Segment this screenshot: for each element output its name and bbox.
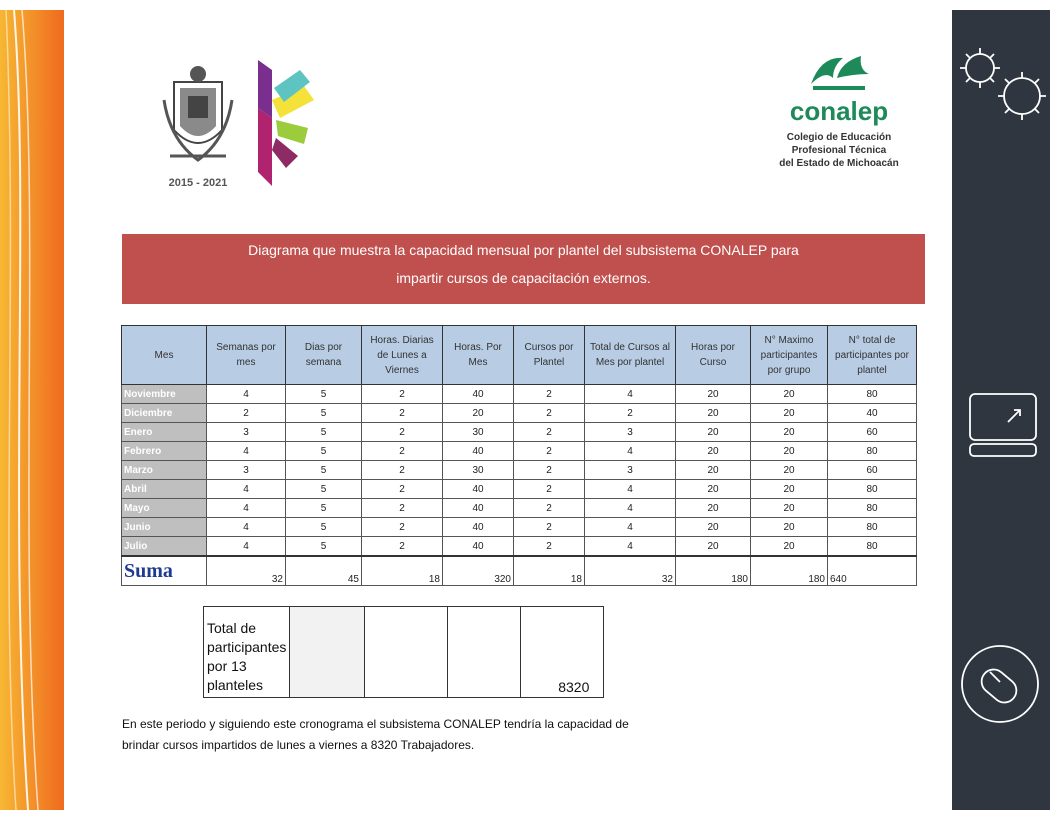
sum-cell: 320 xyxy=(443,556,514,586)
table-cell: 2 xyxy=(362,499,443,518)
col-header-max-participantes: N° Maximo participantes por grupo xyxy=(751,326,828,385)
col-header-total-participantes: N° total de participantes por plantel xyxy=(828,326,917,385)
table-cell: 5 xyxy=(286,518,362,537)
table-cell: 20 xyxy=(751,480,828,499)
capacity-table xyxy=(121,325,917,586)
sum-cell: 640 xyxy=(828,556,917,586)
table-cell: 40 xyxy=(443,480,514,499)
table-cell: 80 xyxy=(828,480,917,499)
table-cell: 20 xyxy=(751,423,828,442)
table-cell: 4 xyxy=(585,385,676,404)
table-cell: 40 xyxy=(443,385,514,404)
sum-cell: 32 xyxy=(207,556,286,586)
decorative-right-panel xyxy=(952,10,1050,810)
total-empty-cell xyxy=(448,607,521,698)
table-cell: 2 xyxy=(362,518,443,537)
table-cell: 2 xyxy=(514,385,585,404)
decorative-left-band xyxy=(0,10,64,810)
table-cell: 40 xyxy=(443,442,514,461)
table-cell: 20 xyxy=(751,442,828,461)
table-cell: 5 xyxy=(286,537,362,557)
table-row xyxy=(122,480,917,499)
table-row xyxy=(122,442,917,461)
col-header-dias: Dias por semana xyxy=(286,326,362,385)
table-cell: 3 xyxy=(207,423,286,442)
table-cell: 3 xyxy=(585,461,676,480)
table-cell: 5 xyxy=(286,385,362,404)
government-logo xyxy=(160,60,236,188)
table-cell: 4 xyxy=(585,518,676,537)
table-cell: 20 xyxy=(751,385,828,404)
note-line-1: En este periodo y siguiendo este cronograma el subsistema CONALEP tendría la capacidad de xyxy=(122,717,629,731)
table-cell: 20 xyxy=(676,537,751,557)
table-cell: 20 xyxy=(676,423,751,442)
table-row xyxy=(122,423,917,442)
conalep-line3: del Estado de Michoacán xyxy=(779,158,899,169)
table-cell: 60 xyxy=(828,461,917,480)
conalep-logo xyxy=(764,48,914,178)
title-line-1: Diagrama que muestra la capacidad mensual por plantel del subsistema CONALEP para xyxy=(248,242,799,258)
table-cell: 80 xyxy=(828,385,917,404)
total-value: 8320 xyxy=(521,607,604,698)
sum-row xyxy=(122,556,917,586)
col-header-horas-curso: Horas por Curso xyxy=(676,326,751,385)
table-cell: 2 xyxy=(514,480,585,499)
table-cell: 2 xyxy=(514,461,585,480)
table-cell: 2 xyxy=(585,404,676,423)
conalep-emblem-icon xyxy=(803,48,875,92)
total-row xyxy=(204,607,604,698)
cell-month: Mayo xyxy=(122,499,207,518)
conalep-line1: Colegio de Educación xyxy=(786,132,892,143)
table-cell: 2 xyxy=(514,423,585,442)
table-cell: 4 xyxy=(207,385,286,404)
conalep-name: conalep xyxy=(789,96,889,126)
table-cell: 4 xyxy=(207,518,286,537)
table-cell: 40 xyxy=(828,404,917,423)
table-cell: 30 xyxy=(443,423,514,442)
table-cell: 2 xyxy=(362,461,443,480)
table-cell: 80 xyxy=(828,518,917,537)
table-cell: 20 xyxy=(751,518,828,537)
table-cell: 5 xyxy=(286,404,362,423)
monitor-icon xyxy=(970,394,1036,456)
total-empty-cell xyxy=(290,607,365,698)
table-cell: 2 xyxy=(514,537,585,557)
table-cell: 20 xyxy=(751,461,828,480)
conalep-line2: Profesional Técnica xyxy=(791,145,887,156)
table-cell: 60 xyxy=(828,423,917,442)
table-cell: 2 xyxy=(362,537,443,557)
cell-month: Abril xyxy=(122,480,207,499)
total-label: Total de participantes por 13 planteles xyxy=(204,607,290,698)
sum-cell: 180 xyxy=(751,556,828,586)
table-cell: 40 xyxy=(443,518,514,537)
table-cell: 40 xyxy=(443,537,514,557)
table-cell: 40 xyxy=(443,499,514,518)
table-cell: 3 xyxy=(585,423,676,442)
table-cell: 4 xyxy=(207,537,286,557)
table-cell: 2 xyxy=(514,404,585,423)
table-cell: 2 xyxy=(362,442,443,461)
table-cell: 20 xyxy=(676,385,751,404)
table-row xyxy=(122,537,917,557)
col-header-semanas: Semanas por mes xyxy=(207,326,286,385)
table-cell: 2 xyxy=(362,480,443,499)
title-line-2: impartir cursos de capacitación externos. xyxy=(396,270,651,286)
coat-of-arms-icon xyxy=(160,60,236,170)
total-empty-cell xyxy=(365,607,448,698)
table-cell: 4 xyxy=(585,537,676,557)
michoacan-k-logo xyxy=(254,60,318,188)
table-cell: 4 xyxy=(585,442,676,461)
table-row xyxy=(122,404,917,423)
table-cell: 20 xyxy=(676,518,751,537)
total-participants-table xyxy=(203,606,604,698)
table-cell: 4 xyxy=(585,480,676,499)
table-cell: 4 xyxy=(207,499,286,518)
table-cell: 2 xyxy=(362,385,443,404)
table-row xyxy=(122,385,917,404)
cell-month: Febrero xyxy=(122,442,207,461)
cell-month: Marzo xyxy=(122,461,207,480)
table-cell: 2 xyxy=(362,404,443,423)
table-cell: 80 xyxy=(828,499,917,518)
table-cell: 2 xyxy=(514,518,585,537)
table-cell: 20 xyxy=(751,404,828,423)
table-cell: 2 xyxy=(514,499,585,518)
col-header-mes: Mes xyxy=(122,326,207,385)
col-header-total-cursos: Total de Cursos al Mes por plantel xyxy=(585,326,676,385)
cell-month: Julio xyxy=(122,537,207,557)
table-cell: 20 xyxy=(676,442,751,461)
sum-cell: 32 xyxy=(585,556,676,586)
table-cell: 20 xyxy=(751,537,828,557)
cell-month: Junio xyxy=(122,518,207,537)
summary-note xyxy=(122,714,722,756)
table-cell: 5 xyxy=(286,423,362,442)
gears-icon xyxy=(960,48,1046,120)
table-cell: 5 xyxy=(286,499,362,518)
table-cell: 5 xyxy=(286,480,362,499)
sum-cell: 18 xyxy=(514,556,585,586)
table-cell: 80 xyxy=(828,442,917,461)
table-cell: 20 xyxy=(751,499,828,518)
table-row xyxy=(122,499,917,518)
table-cell: 20 xyxy=(676,461,751,480)
table-cell: 20 xyxy=(443,404,514,423)
sum-cell: 45 xyxy=(286,556,362,586)
table-row xyxy=(122,461,917,480)
cell-month: Enero xyxy=(122,423,207,442)
mouse-icon xyxy=(962,646,1038,722)
table-cell: 2 xyxy=(207,404,286,423)
table-cell: 80 xyxy=(828,537,917,557)
col-header-horas-mes: Horas. Por Mes xyxy=(443,326,514,385)
table-cell: 4 xyxy=(207,480,286,499)
note-line-2: brindar cursos impartidos de lunes a viernes a 8320 Trabajadores. xyxy=(122,738,475,752)
sum-label: Suma xyxy=(122,556,207,586)
table-cell: 2 xyxy=(362,423,443,442)
table-cell: 4 xyxy=(585,499,676,518)
col-header-horas-diarias: Horas. Diarias de Lunes a Viernes xyxy=(362,326,443,385)
col-header-cursos-plantel: Cursos por Plantel xyxy=(514,326,585,385)
sum-cell: 18 xyxy=(362,556,443,586)
cell-month: Diciembre xyxy=(122,404,207,423)
table-header-row xyxy=(122,326,917,385)
table-row xyxy=(122,518,917,537)
table-cell: 4 xyxy=(207,442,286,461)
table-cell: 20 xyxy=(676,404,751,423)
title-banner xyxy=(122,234,925,304)
table-cell: 5 xyxy=(286,461,362,480)
table-cell: 30 xyxy=(443,461,514,480)
cell-month: Noviembre xyxy=(122,385,207,404)
table-cell: 20 xyxy=(676,499,751,518)
table-cell: 5 xyxy=(286,442,362,461)
table-cell: 3 xyxy=(207,461,286,480)
table-cell: 20 xyxy=(676,480,751,499)
gov-years: 2015 - 2021 xyxy=(168,177,228,189)
table-cell: 2 xyxy=(514,442,585,461)
sum-cell: 180 xyxy=(676,556,751,586)
